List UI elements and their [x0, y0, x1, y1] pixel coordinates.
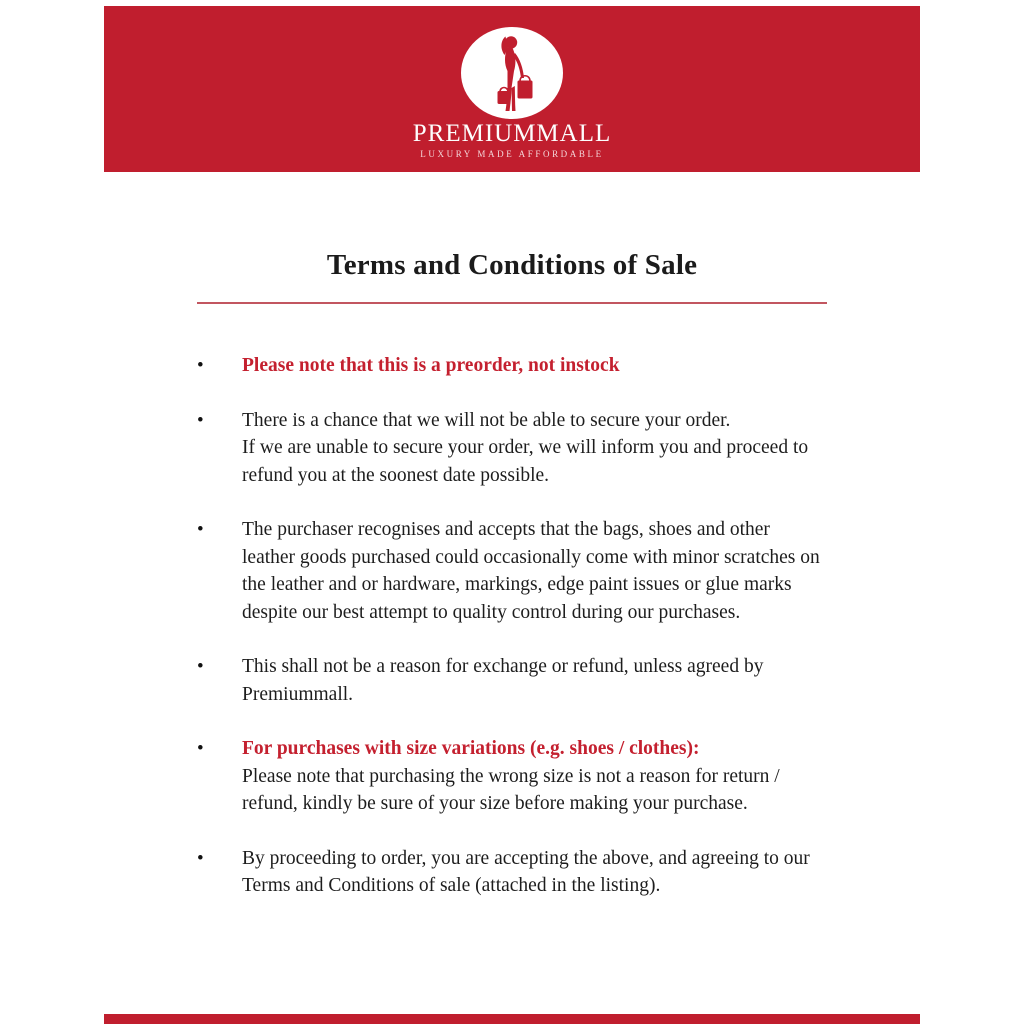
brand-logo: [461, 27, 563, 119]
term-line: Please note that purchasing the wrong size is not a reason for return /: [242, 765, 780, 787]
term-line: Terms and Conditions of sale (attached in the listing).: [242, 875, 661, 896]
term-line: There is a chance that we will not be able to secure your order.: [242, 409, 731, 431]
terms-list: [197, 352, 857, 927]
bullet-icon: •: [197, 519, 204, 540]
term-item-size-variations: [197, 735, 857, 818]
term-line: refund, kindly be sure of your size before making your purchase.: [242, 793, 748, 814]
bullet-icon: •: [197, 656, 204, 677]
term-heading: Please note that this is a preorder, not instock: [242, 355, 620, 376]
term-line: This shall not be a reason for exchange or refund, unless agreed by: [242, 656, 764, 677]
footer-banner-edge: [104, 1014, 920, 1024]
term-line: despite our best attempt to quality control during our purchases.: [242, 601, 741, 623]
term-line: The purchaser recognises and accepts that the bags, shoes and other: [242, 519, 770, 540]
term-line: refund you at the soonest date possible.: [242, 464, 550, 486]
term-line: If we are unable to secure your order, we will inform you and proceed to: [242, 437, 809, 458]
term-item-acceptance: [197, 845, 857, 900]
term-item-preorder: [197, 352, 857, 380]
term-line: Premiummall.: [242, 683, 354, 705]
term-item-no-refund: [197, 653, 857, 708]
brand-tagline: LUXURY MADE AFFORDABLE: [420, 149, 604, 159]
woman-shopper-silhouette-icon: [461, 27, 563, 119]
bullet-icon: •: [197, 355, 204, 376]
term-item-condition: [197, 516, 857, 626]
term-line: leather goods purchased could occasionally come with minor scratches on: [242, 546, 820, 568]
title-divider: [197, 302, 827, 304]
brand-wordmark: PREMIUMMALL: [412, 120, 612, 147]
bullet-icon: •: [197, 409, 204, 431]
term-line: By proceeding to order, you are accepting the above, and agreeing to our: [242, 847, 810, 869]
bullet-icon: •: [197, 847, 204, 869]
term-heading: For purchases with size variations (e.g. shoes / clothes):: [242, 738, 700, 759]
header-banner: [104, 6, 920, 172]
term-item-secure-order: [197, 407, 857, 490]
term-line: the leather and or hardware, markings, edge paint issues or glue marks: [242, 574, 792, 595]
bullet-icon: •: [197, 738, 204, 759]
page-title: Terms and Conditions of Sale: [326, 249, 698, 281]
